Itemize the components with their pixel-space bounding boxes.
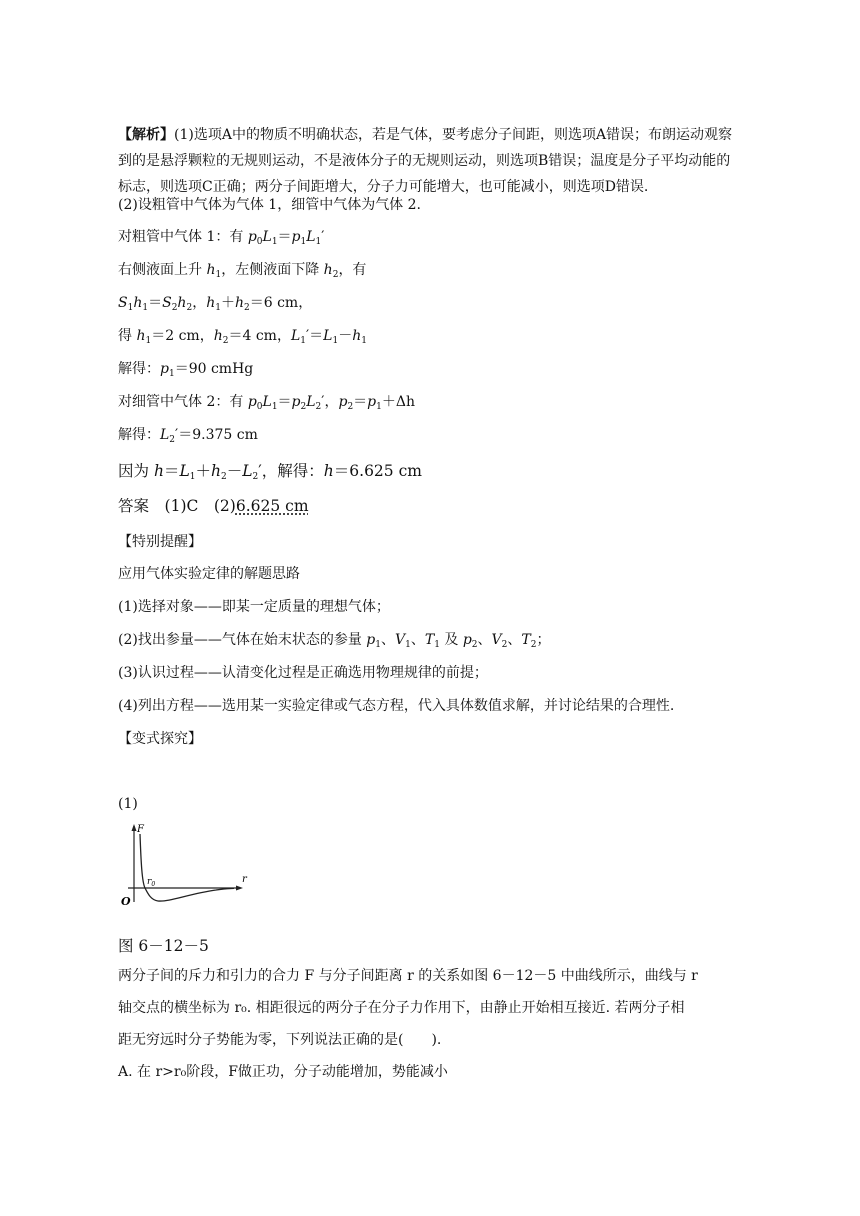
answer-part-2-prefix: (2) bbox=[213, 497, 236, 515]
force-curve bbox=[140, 834, 234, 901]
analysis-line-7: 解得：$p_1=90$ cmHg bbox=[118, 361, 254, 379]
tip-step-3: (3)认识过程——认清变化过程是正确选用物理规律的前提； bbox=[118, 665, 488, 681]
analysis-text-1: (1)选项A中的物质不明确状态，若是气体，要考虑分子间距，则选项A错误；布朗运动观察到的是悬浮颗粒的无规则运动，不是液体分子的无规则运动，则选项B错误；温度是分子平均动能的标志，则选项C正确；两分子间距增大，分子力可能增大，也可能减小，则选项D错误. bbox=[118, 127, 733, 195]
variant-number: (1) bbox=[118, 796, 138, 812]
tip-title: 【特别提醒】 bbox=[118, 534, 202, 550]
tip-step-1: (1)选择对象——即某一定质量的理想气体； bbox=[118, 599, 390, 615]
x-axis-arrow-icon bbox=[236, 886, 243, 891]
force-distance-figure bbox=[118, 822, 246, 910]
option-a: A. 在 r>r₀阶段，F做正功，分子动能增加，势能减小 bbox=[118, 1064, 448, 1080]
answer-part-1: (1)C bbox=[164, 497, 199, 515]
y-axis-arrow-icon bbox=[132, 824, 137, 831]
axis-label-f: F bbox=[137, 824, 144, 835]
r0-label: $r_0$ bbox=[147, 877, 156, 888]
question-line-2: 轴交点的横坐标为 r₀. 相距很远的两分子在分子力作用下，由静止开始相互接近. 若两分子相 bbox=[118, 1000, 685, 1016]
question-line-1: 两分子间的斥力和引力的合力 F 与分子间距离 r 的关系如图 6－12－5 中曲线所示，曲线与 r bbox=[118, 968, 698, 984]
axis-label-r: r bbox=[242, 874, 247, 885]
tip-subtitle: 应用气体实验定律的解题思路 bbox=[118, 566, 300, 582]
tip-step-2: (2)找出参量——气体在始末状态的参量 $p_1$、$V_1$、$T_1$ 及 $p_2$、$V_2$、$T_2$； bbox=[118, 632, 551, 650]
figure-caption: 图 6－12－5 bbox=[118, 937, 209, 955]
analysis-line-4: 右侧液面上升 $h_1$，左侧液面下降 $h_2$，有 bbox=[118, 262, 367, 280]
tip-step-4: (4)列出方程——选用某一实验定律或气态方程，代入具体数值求解，并讨论结果的合理性. bbox=[118, 698, 675, 714]
analysis-tag: 【解析】 bbox=[118, 127, 174, 143]
analysis-paragraph-1 bbox=[118, 122, 742, 200]
analysis-line-10: 因为 $h=L_1+h_2-L_2'$，解得：h＝6.625 cm bbox=[118, 462, 422, 482]
analysis-line-6: 得 $h_1=2$ cm，$h_2=4$ cm，$L_1'=L_1-h_1$ bbox=[118, 328, 367, 346]
analysis-line-5: $S_1h_1=S_2h_2$，$h_1+h_2=6$ cm， bbox=[118, 295, 313, 313]
origin-label: O bbox=[121, 895, 131, 908]
variant-title: 【变式探究】 bbox=[118, 731, 202, 747]
analysis-line-3: 对粗管中气体 1：有 $p_0L_1=p_1L_1'$ bbox=[118, 229, 325, 247]
question-line-3: 距无穷远时分子势能为零，下列说法正确的是( ). bbox=[118, 1032, 442, 1048]
answer-part-2-value: 6.625 cm bbox=[235, 497, 309, 515]
analysis-line-8: 对细管中气体 2：有 $p_0L_1=p_2L_2'$，$p_2=p_1+\Delta h$ bbox=[118, 394, 416, 412]
answer-line bbox=[118, 497, 309, 515]
analysis-line-2: (2)设粗管中气体为气体 1，细管中气体为气体 2. bbox=[118, 197, 421, 213]
analysis-line-9: 解得：$L_2'=9.375$ cm bbox=[118, 427, 258, 445]
answer-label: 答案 bbox=[118, 497, 150, 515]
